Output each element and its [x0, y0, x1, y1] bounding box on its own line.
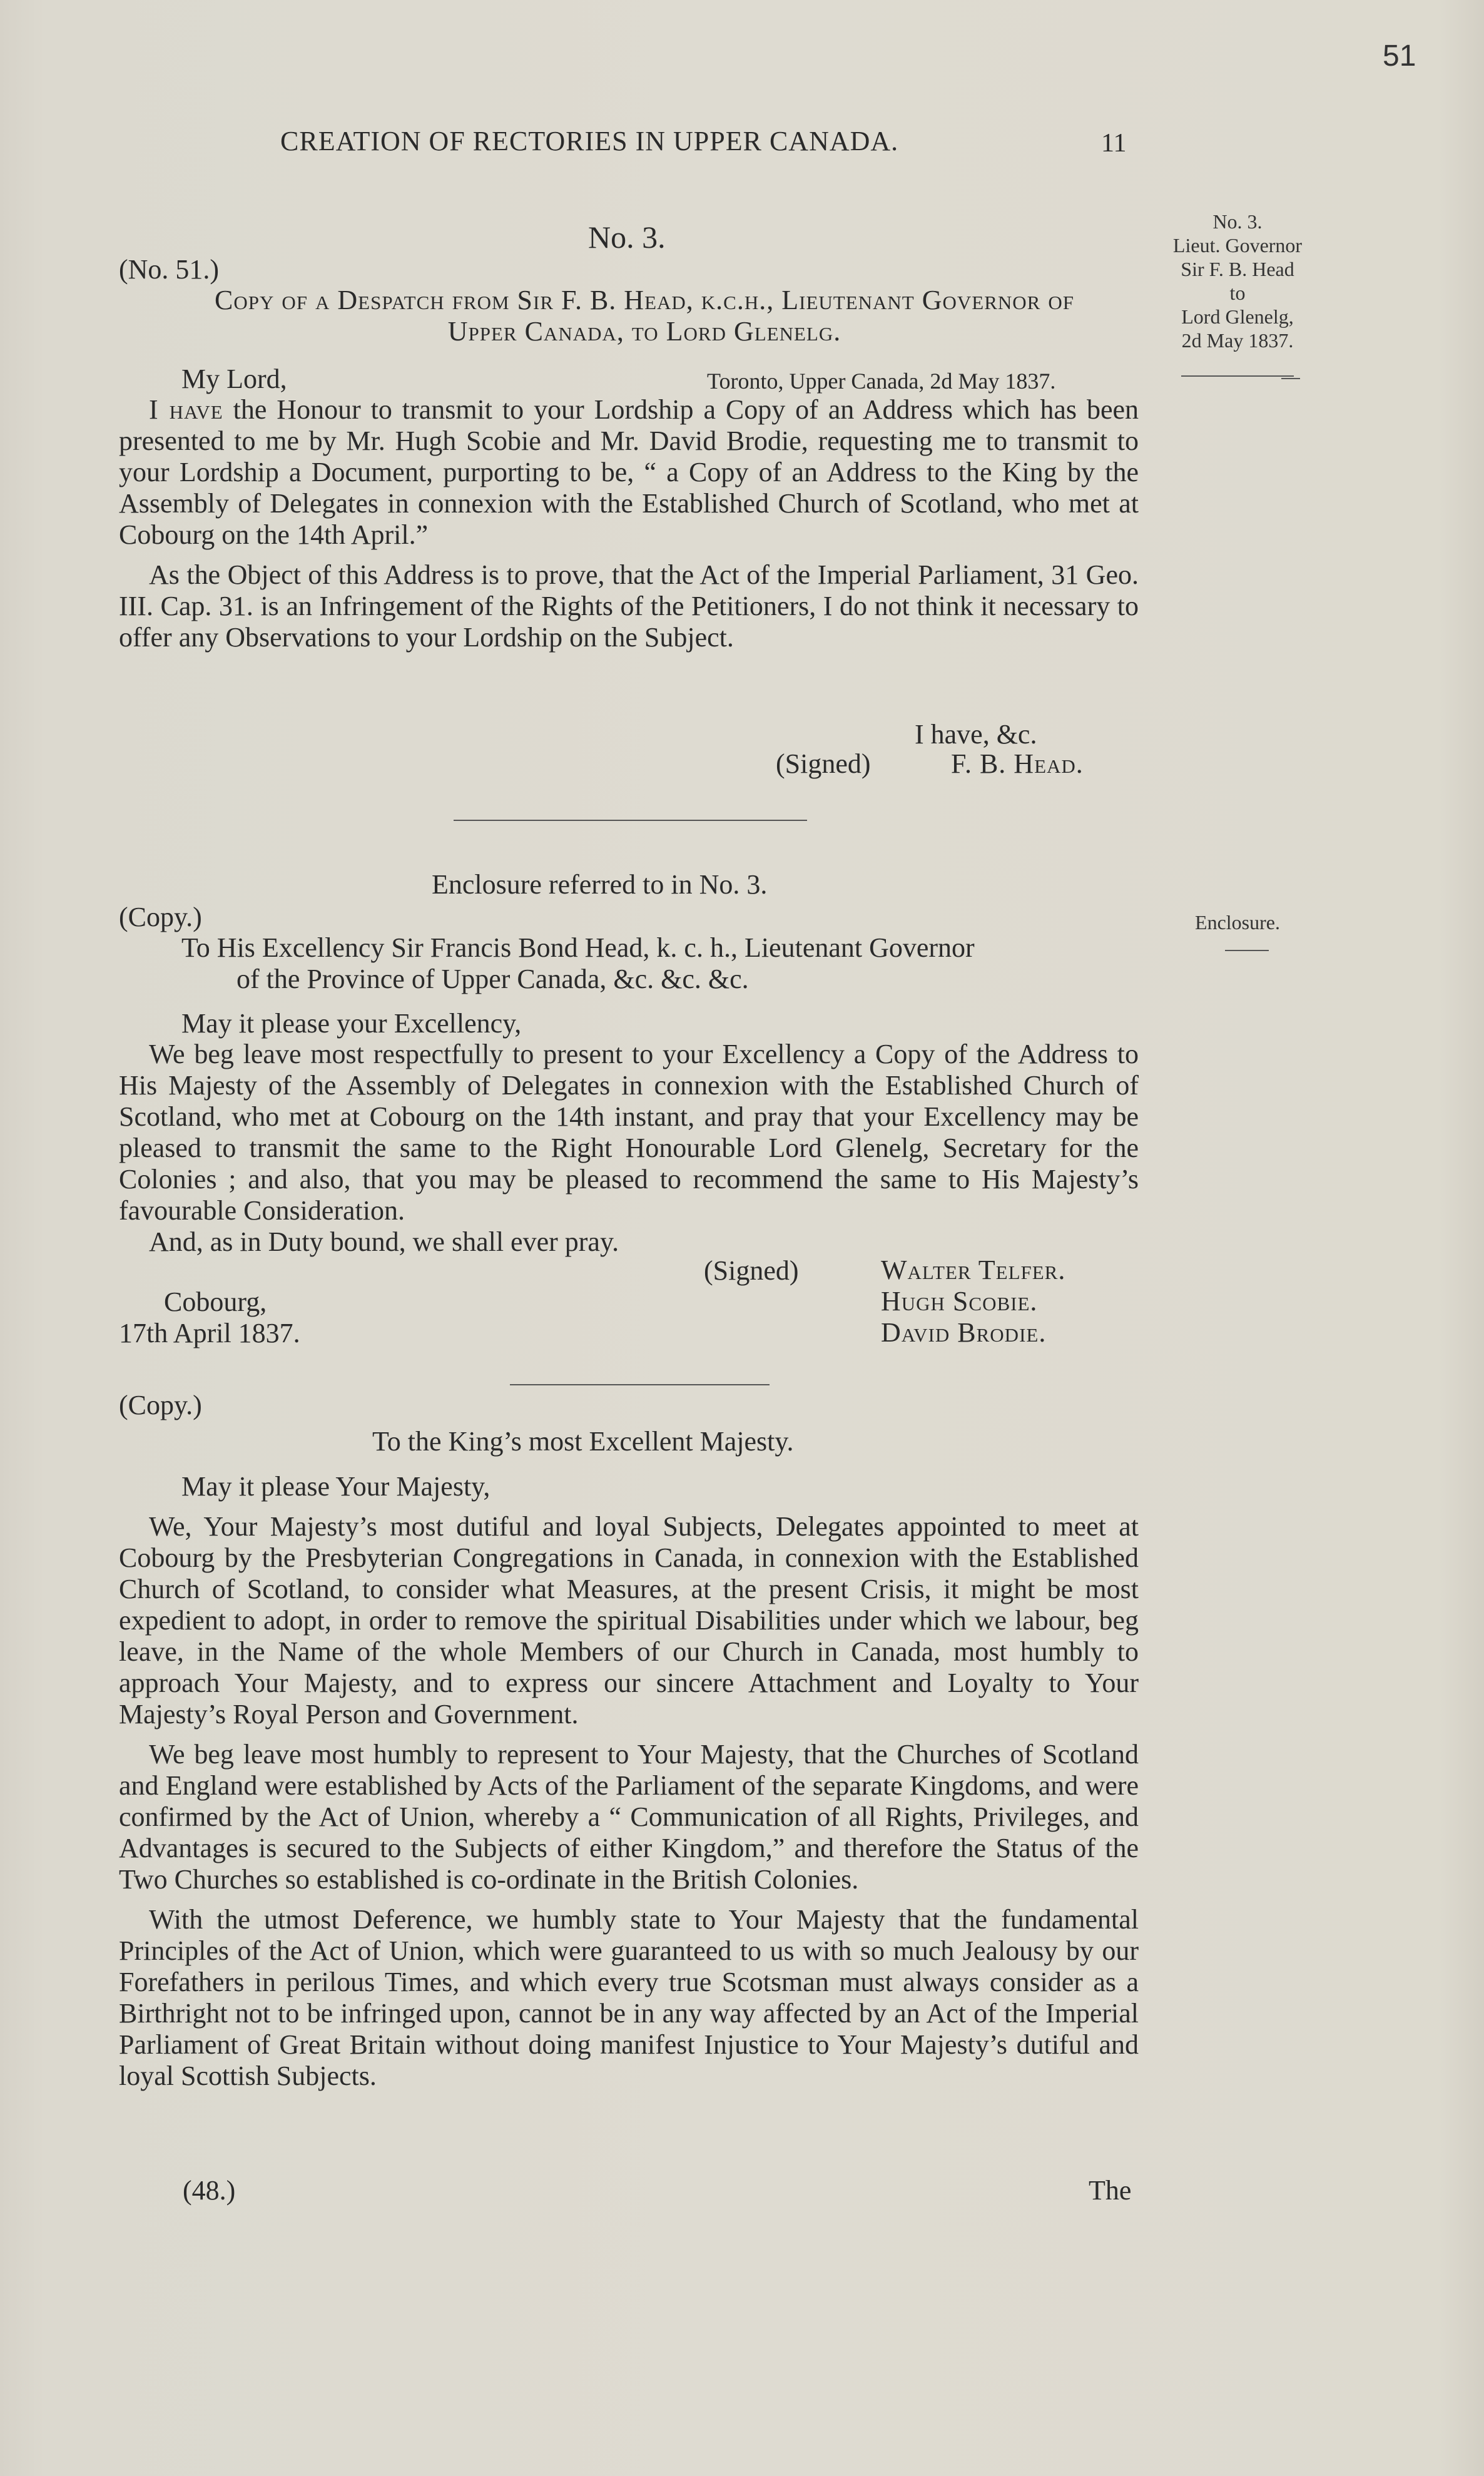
margin-note-line: 2d May 1837.: [1181, 329, 1294, 352]
signature: F. B. Head.: [951, 748, 1084, 779]
margin-note-line: Sir F. B. Head: [1181, 258, 1294, 280]
margin-note-rule: [1281, 378, 1300, 379]
opening-words: I have: [149, 394, 223, 425]
catchword: The: [1089, 2175, 1132, 2206]
paragraph-text: the Honour to transmit to your Lordship a Copy of an Address which has been presented to me by Mr. Hugh Scobie and Mr. David Brodie, requesting me to transmit to your Lordship a Document, purporting to be, “ a Copy of an Address to the King by the Assembly of Delegates in connexion with the Established Church of Scotland, who met at Cobourg on the 14th April.”: [119, 394, 1139, 550]
enclosure-address: [181, 932, 975, 995]
address-paragraph: We, Your Majesty’s most dutiful and loyal Subjects, Delegates appointed to meet at Cobourg by the Presbyterian Congregations in Canada, in connexion with the Established Church of Scotland, to consider what Measures, at the present Crisis, it might be most expedient to adopt, in order to remove the spiritual Disabilities under which we labour, beg leave, in the Name of the whole Members of our Church in Canada, most humbly to approach Your Majesty, and to express our sincere Attachment and Loyalty to Your Majesty’s Royal Person and Government.: [119, 1511, 1139, 1730]
enclosure-address-line2: of the Province of Upper Canada, &c. &c. &c.: [236, 964, 749, 994]
enclosure-body: [119, 1039, 1139, 1258]
section-heading: No. 3.: [588, 220, 666, 255]
address-reference: (Copy.): [119, 1390, 202, 1420]
section-divider: [510, 1384, 770, 1385]
closing: I have, &c.: [915, 719, 1037, 750]
running-head-page-number: 11: [1101, 129, 1127, 158]
despatch-paragraph: As the Object of this Address is to prove, that the Act of the Imperial Parliament, 31 Geo. III. Cap. 31. is an Infringement of the Rights of the Petitioners, I do not think it necessary to offer any Observations to your Lordship on the Subject.: [119, 559, 1139, 653]
salutation: My Lord,: [181, 364, 287, 394]
signatory-name: David Brodie.: [881, 1317, 1047, 1348]
address-salutation: May it please Your Majesty,: [181, 1471, 490, 1502]
despatch-title-line2: Upper Canada, to Lord Glenelg.: [447, 316, 841, 347]
document-reference: (No. 51.): [119, 254, 220, 285]
margin-note-rule: [1225, 950, 1269, 951]
dateline: Toronto, Upper Canada, 2d May 1837.: [707, 369, 1056, 394]
margin-note-line: No. 3.: [1212, 210, 1263, 233]
margin-note-line: Lieut. Governor: [1172, 234, 1303, 257]
enclosure-date: 17th April 1837.: [119, 1318, 300, 1348]
despatch-title: [150, 285, 1139, 347]
margin-note-enclosure: Enclosure.: [1195, 911, 1280, 934]
signature-mark: (48.): [183, 2175, 236, 2206]
enclosure-reference: (Copy.): [119, 902, 202, 932]
enclosure-place: Cobourg,: [164, 1286, 267, 1317]
enclosure-signed-label: (Signed): [704, 1255, 799, 1286]
enclosure-paragraph: We beg leave most respectfully to present to your Excellency a Copy of the Address to His Majesty of the Assembly of Delegates in connexion with the Established Church of Scotland, who met at Cobourg on the 14th instant, and pray that your Excellency may be pleased to transmit the same to the Right Honourable Lord Glenelg, Secretary for the Colonies ; and also, that you may be pleased to recommend the same to His Majesty’s favourable Consideration.: [119, 1039, 1139, 1226]
enclosure-paragraph: And, as in Duty bound, we shall ever pray.: [149, 1226, 619, 1257]
enclosure-signatories: [881, 1255, 1065, 1348]
enclosure-salutation: May it please your Excellency,: [181, 1008, 522, 1039]
despatch-body: [119, 394, 1139, 653]
margin-note-despatch: [1156, 210, 1319, 352]
margin-note-rule: [1181, 375, 1294, 377]
margin-note-line: to: [1229, 282, 1246, 304]
despatch-title-line1: Copy of a Despatch from Sir F. B. Head, k.c.h., Lieutenant Governor of: [215, 285, 1074, 315]
outer-page-number: 51: [1383, 39, 1416, 73]
signatory-name: Walter Telfer.: [881, 1255, 1066, 1285]
address-paragraph: With the utmost Deference, we humbly state to Your Majesty that the fundamental Principles of the Act of Union, which were guaranteed to us with so much Jealousy by our Forefathers in perilous Times, and which every true Scotsman must always consider as a Birthright not to be infringed upon, cannot be in any way affected by an Act of the Imperial Parliament of Great Britain without doing manifest Injustice to Your Majesty’s dutiful and loyal Scottish Subjects.: [119, 1904, 1139, 2091]
address-paragraph: We beg leave most humbly to represent to Your Majesty, that the Churches of Scotland and England were established by Acts of the Parliament of the separate Kingdoms, and were confirmed by the Act of Union, whereby a “ Communication of all Rights, Privileges, and Advantages is secured to the Subjects of either Kingdom,” and therefore the Status of the Two Churches so established is co-ordinate in the British Colonies.: [119, 1739, 1139, 1895]
signed-label: (Signed): [776, 748, 871, 779]
section-divider: [454, 820, 807, 821]
address-heading: To the King’s most Excellent Majesty.: [372, 1426, 794, 1457]
enclosure-address-line1: To His Excellency Sir Francis Bond Head, k. c. h., Lieutenant Governor: [181, 932, 975, 963]
enclosure-heading: Enclosure referred to in No. 3.: [432, 869, 768, 900]
despatch-paragraph: [119, 394, 1139, 551]
margin-note-line: Lord Glenelg,: [1181, 305, 1294, 328]
address-body: [119, 1511, 1139, 2092]
running-head-title: CREATION OF RECTORIES IN UPPER CANADA.: [280, 126, 899, 156]
signatory-name: Hugh Scobie.: [881, 1286, 1038, 1317]
